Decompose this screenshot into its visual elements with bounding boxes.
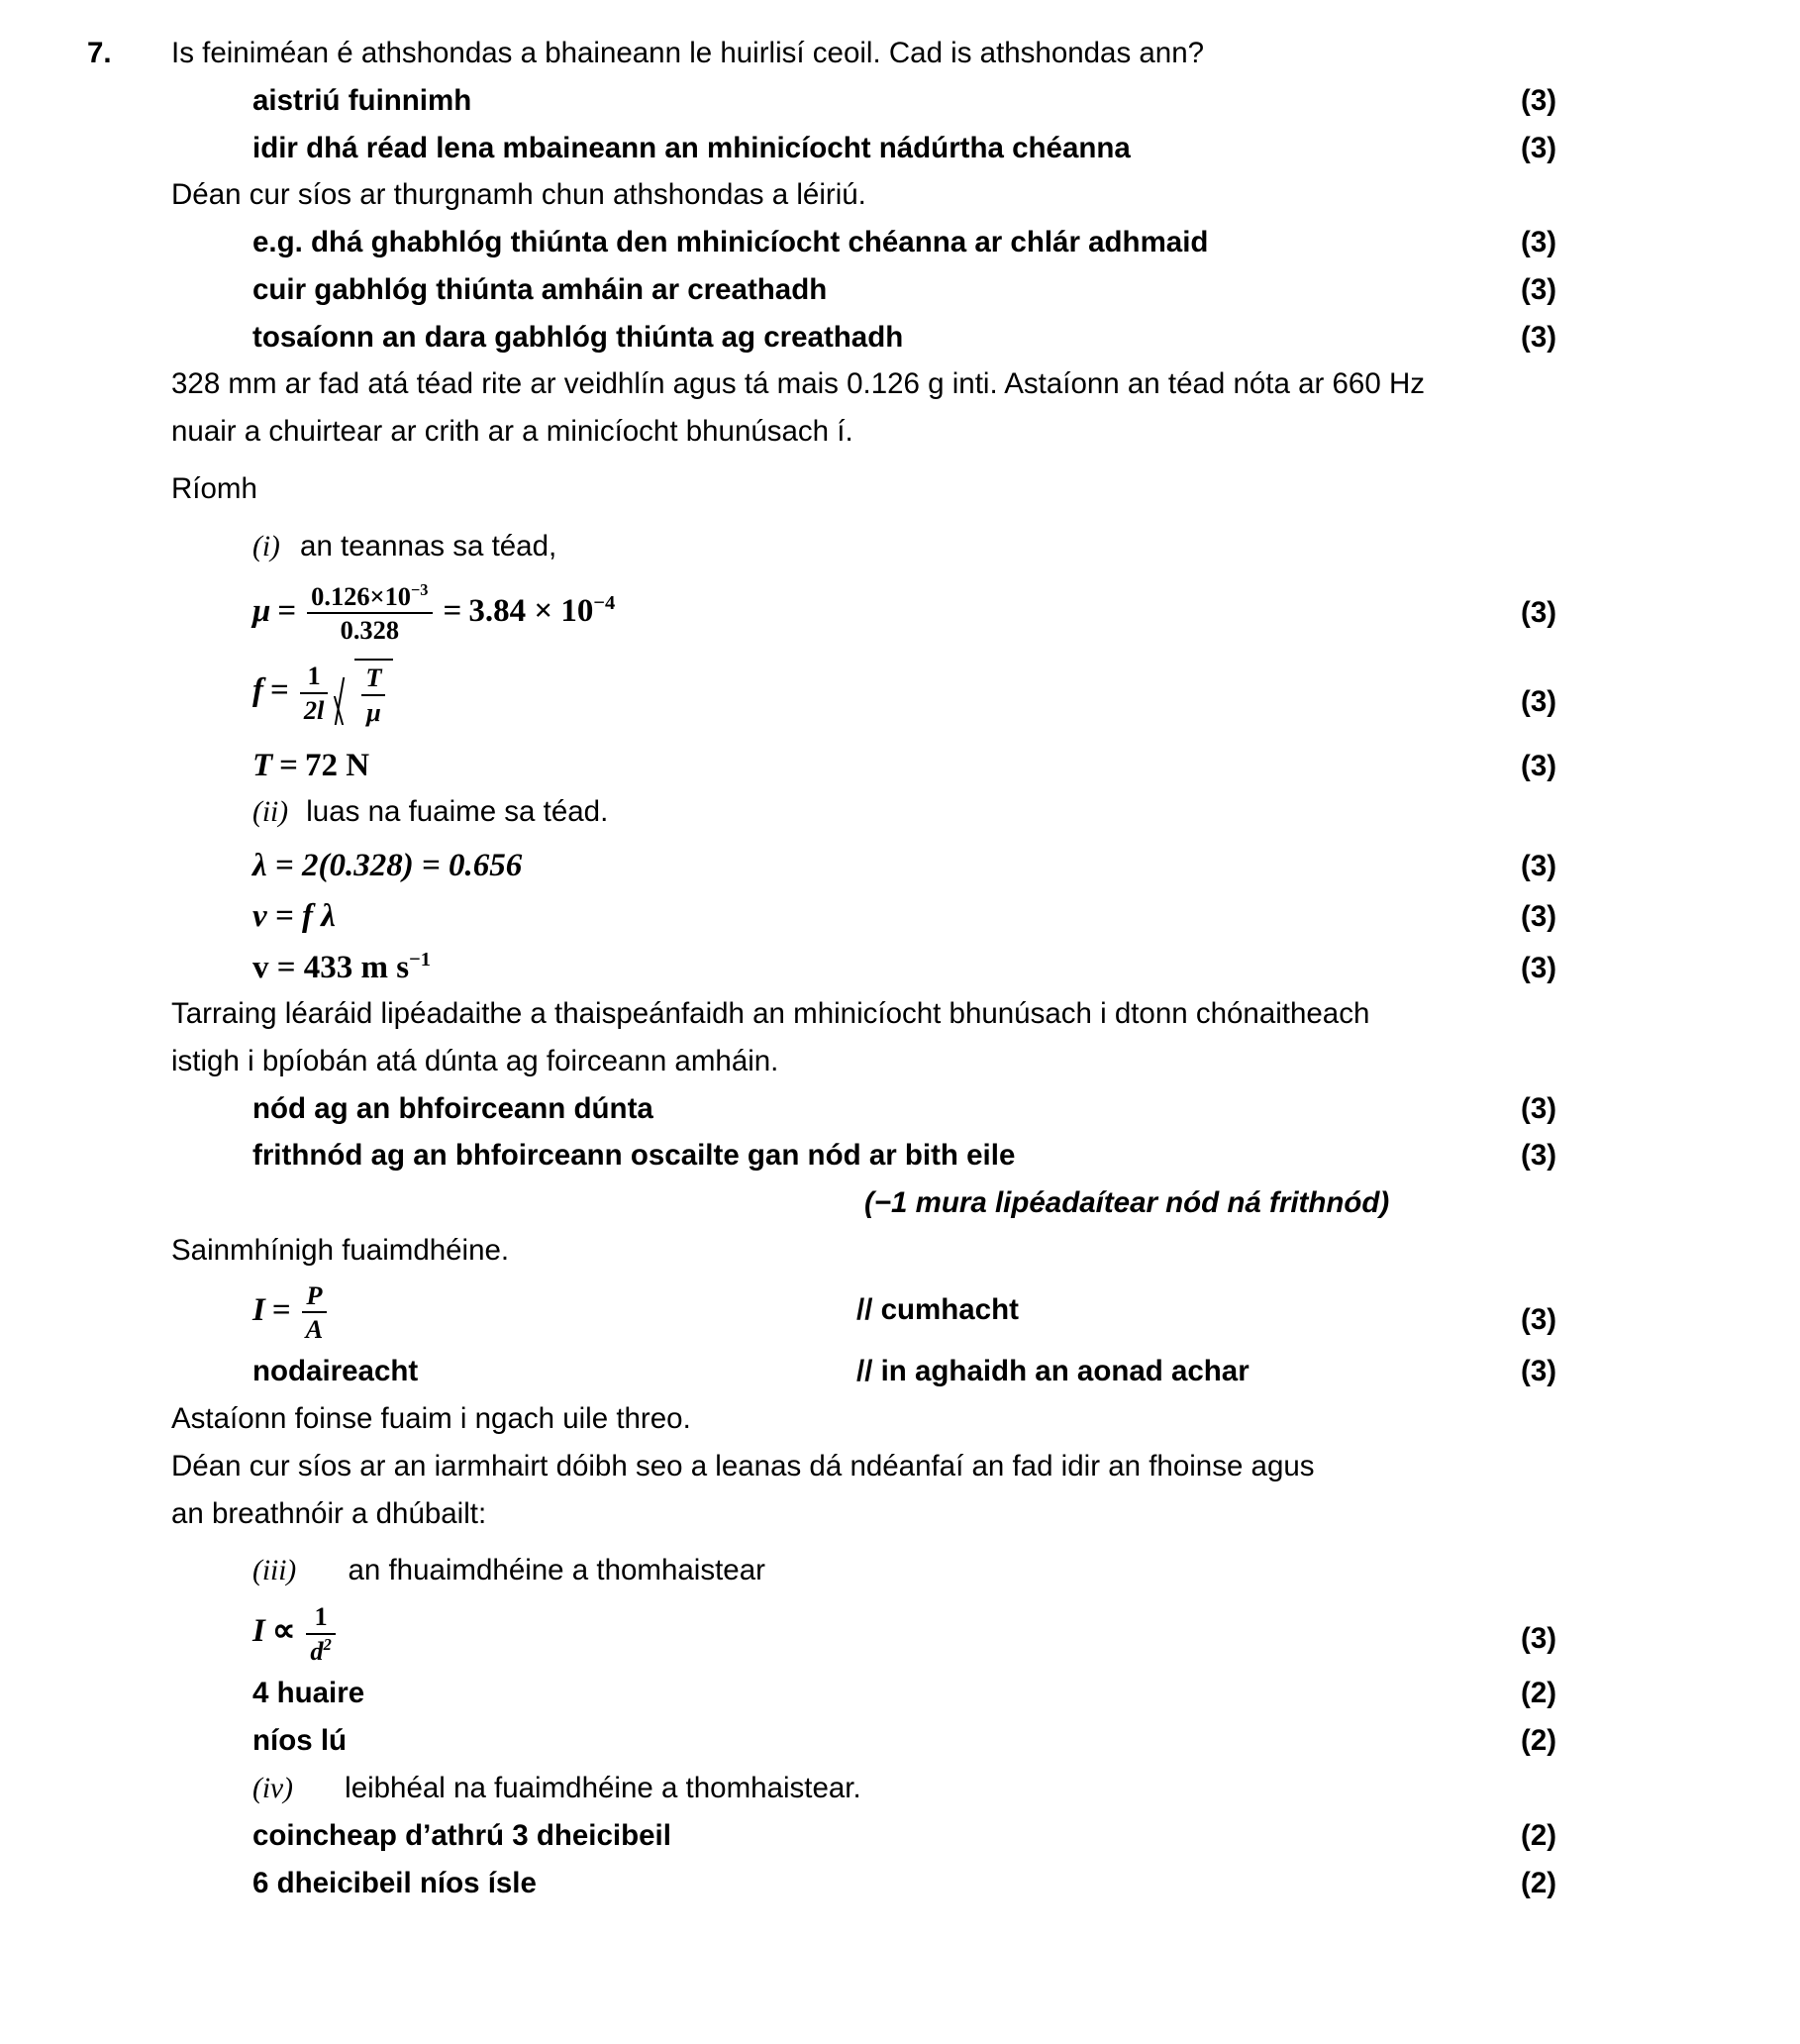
source-line-2: Déan cur síos ar an iarmhairt dóibh seo a leanas dá ndéanfaí an fad idir an fhoinse agus	[171, 1449, 1315, 1482]
proportionality-denominator-exponent: 2	[323, 1634, 332, 1654]
sqrt-numerator: T	[361, 663, 385, 695]
sqrt-fraction	[361, 663, 385, 727]
answer-text-1: aistriú fuinnimh	[252, 83, 472, 117]
diagram-answer-text-2: frithnód ag an bhfoirceann oscailte gan nód ar bith eile	[252, 1139, 1016, 1173]
source-row-2	[0, 1443, 1800, 1490]
intensity-symbol: I	[252, 1291, 265, 1328]
source-row-3	[0, 1490, 1800, 1538]
part-ii-line	[0, 788, 1800, 837]
answer-text-2: idir dhá réad lena mbaineann an mhinicíocht nádúrtha chéanna	[252, 131, 1131, 164]
part-iii-text: an fhuaimdhéine a thomhaistear	[348, 1554, 765, 1587]
experiment-text-1: e.g. dhá ghabhlóg thiúnta den mhinicíocht chéanna ar chlár adhmaid	[252, 226, 1209, 259]
intensity-denominator: A	[305, 1313, 324, 1344]
notation-note: // in aghaidh an aonad achar	[856, 1355, 1250, 1388]
mu-formula-math	[252, 581, 615, 646]
part-i-roman: (i)	[252, 530, 280, 562]
v-value-row	[0, 939, 1800, 990]
notation-row	[0, 1348, 1800, 1395]
mu-denominator: 0.328	[340, 614, 400, 645]
sqrt-denominator: μ	[366, 696, 381, 727]
part-ii-row	[0, 788, 1800, 837]
proportionality-numerator: 1	[306, 1601, 335, 1634]
part-iv-answer-2: 6 dheicibeil níos ísle	[252, 1867, 537, 1900]
proportionality-operator: ∝	[271, 1613, 296, 1650]
source-row-1	[0, 1395, 1800, 1443]
marks-v-equation: (3)	[1521, 900, 1557, 934]
experiment-text-2: cuir gabhlóg thiúnta amháin ar creathadh	[252, 272, 828, 306]
penalty-note-row	[0, 1179, 1800, 1227]
proportionality-symbol: I	[252, 1613, 265, 1650]
intensity-prompt: Sainmhínigh fuaimdhéine.	[171, 1233, 510, 1267]
marks-proportionality: (3)	[1521, 1622, 1557, 1656]
marks-part-iii-2: (2)	[1521, 1723, 1557, 1757]
part-ii-text: luas na fuaime sa téad.	[306, 794, 609, 828]
proportionality-row	[0, 1595, 1800, 1670]
f-formula-math	[252, 659, 393, 727]
f-formula-row	[0, 651, 1800, 735]
part-iv-answer-row-2	[0, 1860, 1800, 1907]
part-iv-answer-1: coincheap d’athrú 3 dheicibeil	[252, 1819, 671, 1853]
question-stem-row	[0, 30, 1800, 77]
marks-experiment-3: (3)	[1521, 320, 1557, 354]
tension-equals: =	[279, 748, 298, 784]
part-iv-row	[0, 1765, 1800, 1813]
mu-result-equals: =	[443, 592, 462, 629]
mu-result-mantissa: 3.84 × 10	[468, 592, 594, 629]
passage-row-2	[0, 408, 1800, 456]
mu-fraction	[307, 581, 432, 646]
part-iv-text: leibhéal na fuaimdhéine a thomhaistear.	[345, 1771, 861, 1804]
source-line-3: an breathnóir a dhúbailt:	[171, 1496, 487, 1530]
marks-v-value: (3)	[1521, 952, 1557, 985]
passage-row-1	[0, 360, 1800, 408]
mu-formula-row	[0, 571, 1800, 652]
proportionality-denominator	[306, 1635, 335, 1666]
marks-notation: (3)	[1521, 1355, 1557, 1388]
part-iii-roman: (iii)	[252, 1555, 297, 1587]
part-iii-answer-row-1	[0, 1670, 1800, 1717]
diagram-prompt-line-1: Tarraing léaráid lipéadaithe a thaispeánfaidh an mhinicíocht bhunúsach i dtonn chónaitheach	[171, 996, 1370, 1030]
marks-mu: (3)	[1521, 595, 1557, 629]
mu-result-exponent: −4	[593, 591, 616, 614]
part-iii-line	[0, 1547, 1800, 1595]
mu-numerator-base: 0.126×10	[311, 580, 411, 611]
marks-part-iv-2: (2)	[1521, 1867, 1557, 1900]
part-i-row	[0, 523, 1800, 571]
f-fraction-numerator: 1	[300, 661, 329, 693]
proportionality-math	[252, 1601, 340, 1666]
intensity-prompt-row	[0, 1227, 1800, 1275]
spacer	[0, 513, 1800, 523]
passage-line-1: 328 mm ar fad atá téad rite ar veidhlín agus tá mais 0.126 g inti. Astaíonn an téad nóta ar 660 Hz	[171, 367, 1425, 401]
marks-diagram-1: (3)	[1521, 1091, 1557, 1125]
calculate-label: Ríomh	[171, 472, 257, 506]
source-line-1: Astaíonn foinse fuaim i ngach uile threo.	[171, 1402, 691, 1436]
part-iii-answer-2: níos lú	[252, 1723, 348, 1757]
calculate-label-row	[0, 465, 1800, 513]
experiment-row-1	[0, 219, 1800, 266]
marks-part-iii-1: (2)	[1521, 1676, 1557, 1709]
intensity-numerator: P	[302, 1280, 328, 1313]
mu-equals: =	[277, 592, 297, 629]
marks-intensity-formula: (3)	[1521, 1302, 1557, 1336]
part-i-line	[0, 523, 1800, 571]
notation-text: nodaireacht	[252, 1355, 419, 1388]
tension-row	[0, 735, 1800, 788]
tension-symbol: T	[252, 748, 273, 784]
question-stem-line	[0, 30, 1800, 77]
marks-experiment-2: (3)	[1521, 272, 1557, 306]
sqrt-radical	[335, 659, 393, 727]
f-fraction	[300, 661, 329, 725]
question-stem-text: Is feiniméan é athshondas a bhaineann le huirlisí ceoil. Cad is athshondas ann?	[171, 37, 1205, 69]
marks-answer-1: (3)	[1521, 83, 1557, 117]
question-number: 7.	[87, 37, 112, 69]
spacer	[0, 1537, 1800, 1547]
intensity-equals: =	[271, 1291, 291, 1328]
lambda-math: λ = 2(0.328) = 0.656	[252, 847, 523, 883]
f-symbol: f	[252, 672, 263, 709]
diagram-prompt-line-2: istigh i bpíobán atá dúnta ag foirceann amháin.	[171, 1044, 779, 1077]
diagram-prompt-row-2	[0, 1038, 1800, 1085]
marks-lambda: (3)	[1521, 849, 1557, 882]
part-ii-roman: (ii)	[252, 795, 289, 828]
experiment-row-3	[0, 314, 1800, 361]
part-iii-answer-1: 4 huaire	[252, 1676, 365, 1709]
marks-experiment-1: (3)	[1521, 226, 1557, 259]
spacer	[0, 456, 1800, 465]
diagram-answer-text-1: nód ag an bhfoirceann dúnta	[252, 1091, 653, 1125]
marks-part-iv-1: (2)	[1521, 1819, 1557, 1853]
intensity-fraction	[302, 1280, 328, 1345]
penalty-note: (−1 mura lipéadaítear nód ná frithnód)	[864, 1186, 1390, 1220]
proportionality-fraction	[306, 1601, 335, 1666]
intensity-formula-note: // cumhacht	[856, 1292, 1019, 1326]
part-iii-answer-row-2	[0, 1717, 1800, 1765]
f-equals: =	[270, 672, 289, 709]
passage-line-2: nuair a chuirtear ar crith ar a minicíocht bhunúsach í.	[171, 415, 853, 449]
tension-math	[252, 748, 369, 783]
diagram-answer-row-2	[0, 1132, 1800, 1179]
tension-value: 72 N	[304, 748, 370, 784]
part-i-text: an teannas sa téad,	[300, 529, 557, 562]
mu-result	[468, 593, 615, 629]
v-equation-row	[0, 887, 1800, 939]
answer-row-2	[0, 125, 1800, 172]
marks-answer-2: (3)	[1521, 131, 1557, 164]
diagram-prompt-row-1	[0, 990, 1800, 1038]
part-iv-roman: (iv)	[252, 1772, 293, 1804]
mu-numerator	[307, 581, 432, 614]
experiment-row-2	[0, 266, 1800, 314]
v-value-math	[252, 950, 431, 985]
marks-f: (3)	[1521, 685, 1557, 719]
intensity-formula-math	[252, 1280, 331, 1345]
part-iii-row	[0, 1547, 1800, 1595]
marks-diagram-2: (3)	[1521, 1139, 1557, 1173]
part-iv-line	[0, 1765, 1800, 1813]
experiment-text-3: tosaíonn an dara gabhlóg thiúnta ag creathadh	[252, 320, 904, 354]
answer-row-1	[0, 77, 1800, 125]
lambda-row	[0, 837, 1800, 888]
proportionality-denominator-base: d	[310, 1635, 324, 1666]
experiment-prompt-text: Déan cur síos ar thurgnamh chun athshondas a léiriú.	[171, 178, 866, 212]
v-value-base: v = 433 m s	[252, 950, 410, 986]
mu-numerator-exponent: −3	[410, 579, 429, 599]
marks-tension: (3)	[1521, 750, 1557, 783]
part-iv-answer-row-1	[0, 1812, 1800, 1860]
v-equation-math: v = f λ	[252, 898, 336, 935]
sqrt-radicand	[354, 659, 393, 727]
experiment-prompt-row	[0, 171, 1800, 219]
f-fraction-denominator: 2l	[303, 694, 325, 725]
v-value-exponent: −1	[409, 949, 432, 971]
diagram-answer-row-1	[0, 1085, 1800, 1133]
intensity-formula-row	[0, 1275, 1800, 1349]
mu-symbol: μ	[252, 592, 271, 629]
